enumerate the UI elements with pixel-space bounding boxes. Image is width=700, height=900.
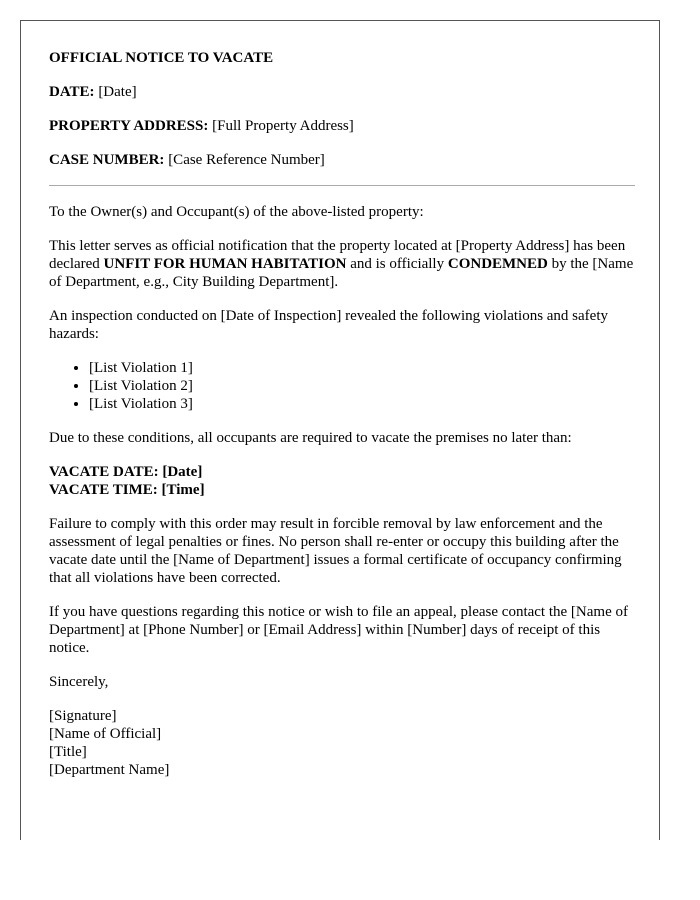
salutation: To the Owner(s) and Occupant(s) of the above-listed property: — [49, 204, 424, 220]
signature: [Signature] — [49, 708, 117, 724]
notice-content — [49, 49, 635, 779]
case-number-label: CASE NUMBER: — [49, 152, 165, 168]
closing: Sincerely, — [49, 674, 109, 690]
official-name: [Name of Official] — [49, 726, 162, 742]
header-divider — [49, 185, 635, 186]
notice-page — [20, 20, 660, 840]
condemnation-text-3: by the [Name of Department, e.g., City Building Department]. — [49, 256, 634, 290]
condemnation-paragraph — [49, 237, 635, 291]
official-title: [Title] — [49, 744, 87, 760]
violation-item: • [List Violation 1] — [89, 359, 635, 377]
date-label: DATE: — [49, 84, 95, 100]
condemnation-text-2: and is officially — [346, 256, 448, 272]
condemned-emphasis: CONDEMNED — [447, 256, 548, 272]
notice-title: OFFICIAL NOTICE TO VACATE — [49, 50, 274, 66]
vacate-requirement-paragraph: Due to these conditions, all occupants are required to vacate the premises no later than: — [49, 430, 572, 446]
property-address-value: [Full Property Address] — [212, 118, 354, 134]
penalty-paragraph: Failure to comply with this order may result in forcible removal by law enforcement and the assessment of legal penalties or fines. No person shall re-enter or occupy this building after the vacate date until the [Name of Department] issues a formal certificate of occupancy confirming that all violations have been corrected. — [49, 516, 622, 586]
case-number-value: [Case Reference Number] — [168, 152, 325, 168]
vacate-deadline — [49, 463, 635, 499]
property-address-field — [49, 117, 635, 135]
property-address-label: PROPERTY ADDRESS: — [49, 118, 209, 134]
violations-list — [49, 359, 635, 413]
inspection-paragraph: An inspection conducted on [Date of Inspection] revealed the following violations and safety hazards: — [49, 308, 608, 342]
unfit-emphasis: UNFIT FOR HUMAN HABITATION — [103, 256, 347, 272]
case-number-field — [49, 151, 635, 169]
appeal-paragraph: If you have questions regarding this notice or wish to file an appeal, please contact the [Name of Department] at [Phone Number] or [Email Address] within [Number] days of receipt of this notice. — [49, 604, 628, 656]
date-field — [49, 83, 635, 101]
vacate-time: VACATE TIME: [Time] — [49, 482, 205, 498]
condemnation-text-1: This letter serves as official notification that the property located at [Property Address] has been declared — [49, 238, 626, 272]
department-name: [Department Name] — [49, 762, 170, 778]
violation-item: • [List Violation 3] — [89, 395, 635, 413]
date-value: [Date] — [98, 84, 137, 100]
violation-item: • [List Violation 2] — [89, 377, 635, 395]
signature-block — [49, 707, 635, 779]
vacate-date: VACATE DATE: [Date] — [49, 464, 203, 480]
